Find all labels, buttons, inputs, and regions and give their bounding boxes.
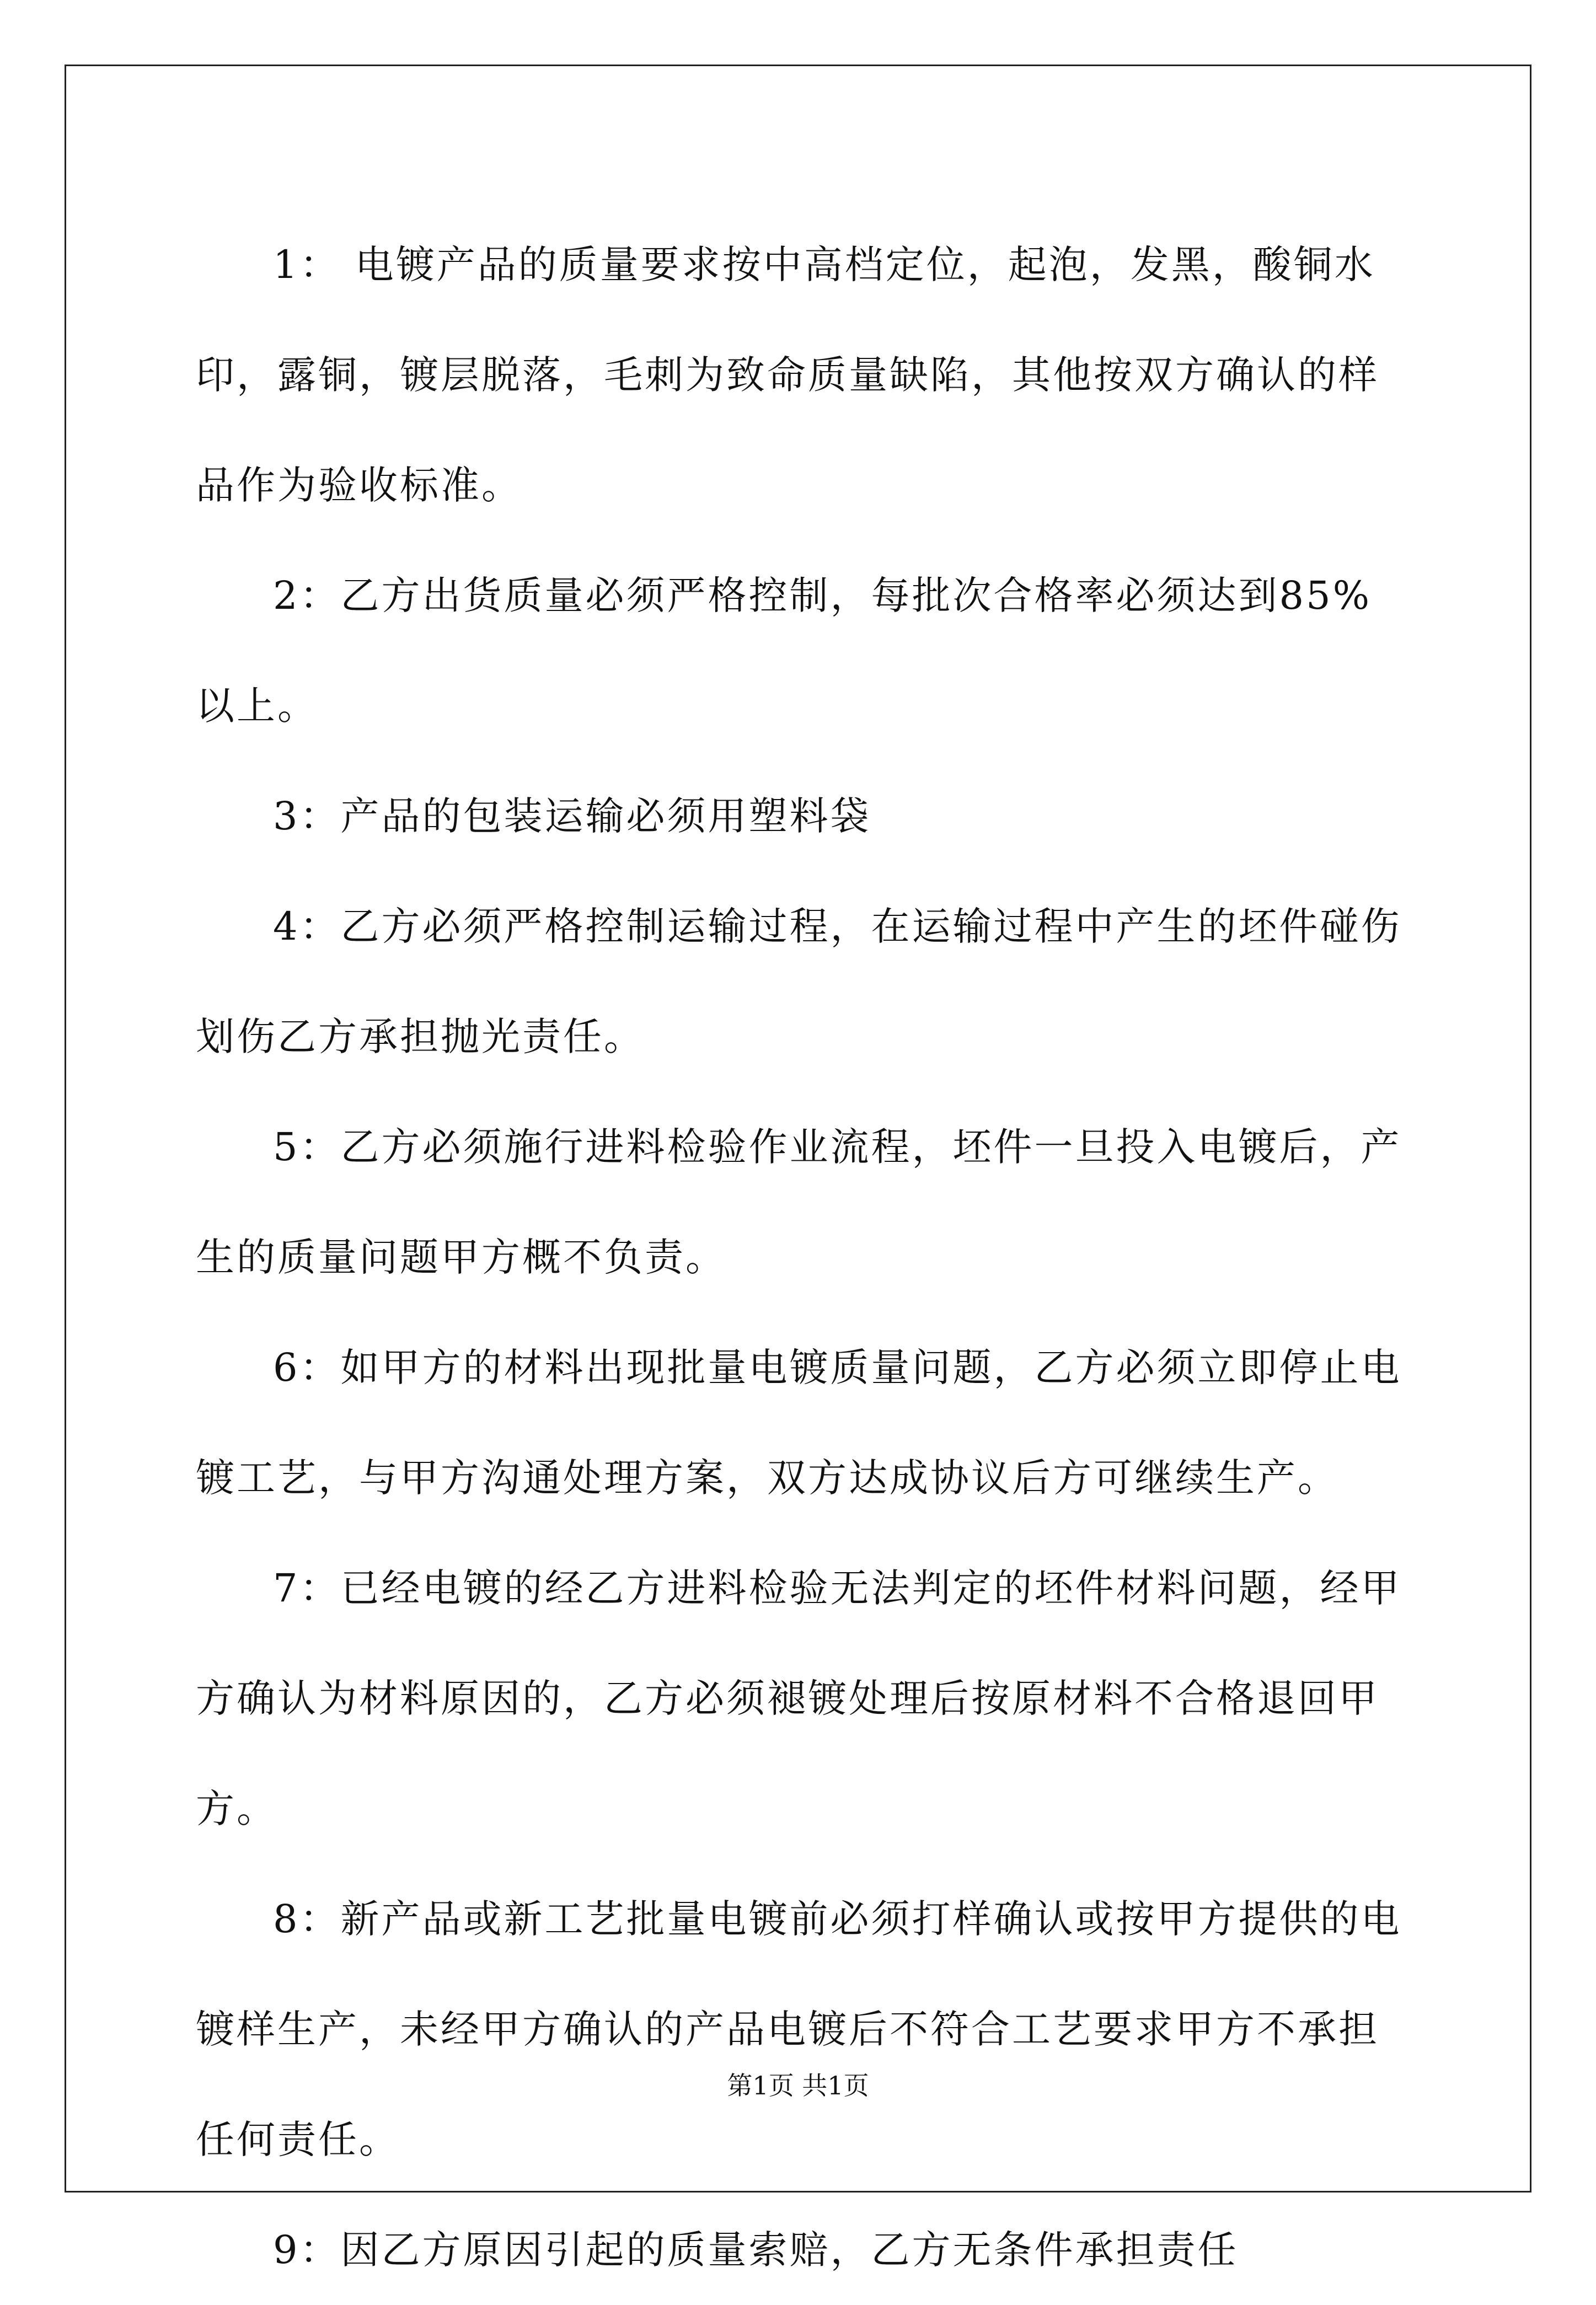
paragraph-3: 3：产品的包装运输必须用塑料袋 — [273, 794, 871, 839]
paragraph-2: 2：乙方出货质量必须严格控制，每批次合格率必须达到85%以上。 — [196, 573, 1372, 728]
paragraph-4: 4：乙方必须严格控制运输过程，在运输过程中产生的坯件碰伤划伤乙方承担抛光责任。 — [196, 904, 1402, 1059]
paragraph-8: 8：新产品或新工艺批量电镀前必须打样确认或按甲方提供的电镀样生产，未经甲方确认的产品电镀后不符合工艺要求甲方不承担任何责任。 — [196, 1896, 1402, 2162]
document-body — [196, 210, 1409, 2305]
paragraph-6: 6：如甲方的材料出现批量电镀质量问题，乙方必须立即停止电镀工艺，与甲方沟通处理方案，双方达成协议后方可继续生产。 — [196, 1345, 1402, 1500]
paragraph-5: 5：乙方必须施行进料检验作业流程，坯件一旦投入电镀后，产生的质量问题甲方概不负责。 — [196, 1124, 1402, 1280]
paragraph-7: 7：已经电镀的经乙方进料检验无法判定的坯件材料问题，经甲方确认为材料原因的，乙方必须褪镀处理后按原材料不合格退回甲方。 — [196, 1566, 1402, 1831]
page-footer: 第1页 共1页 — [727, 2071, 869, 2100]
paragraph-1: 1： 电镀产品的质量要求按中高档定位，起泡，发黑，酸铜水印，露铜，镀层脱落，毛刺为致命质量缺陷，其他按双方确认的样品作为验收标准。 — [196, 242, 1379, 508]
paragraph-9: 9：因乙方原因引起的质量索赔，乙方无条件承担责任 — [273, 2227, 1239, 2272]
